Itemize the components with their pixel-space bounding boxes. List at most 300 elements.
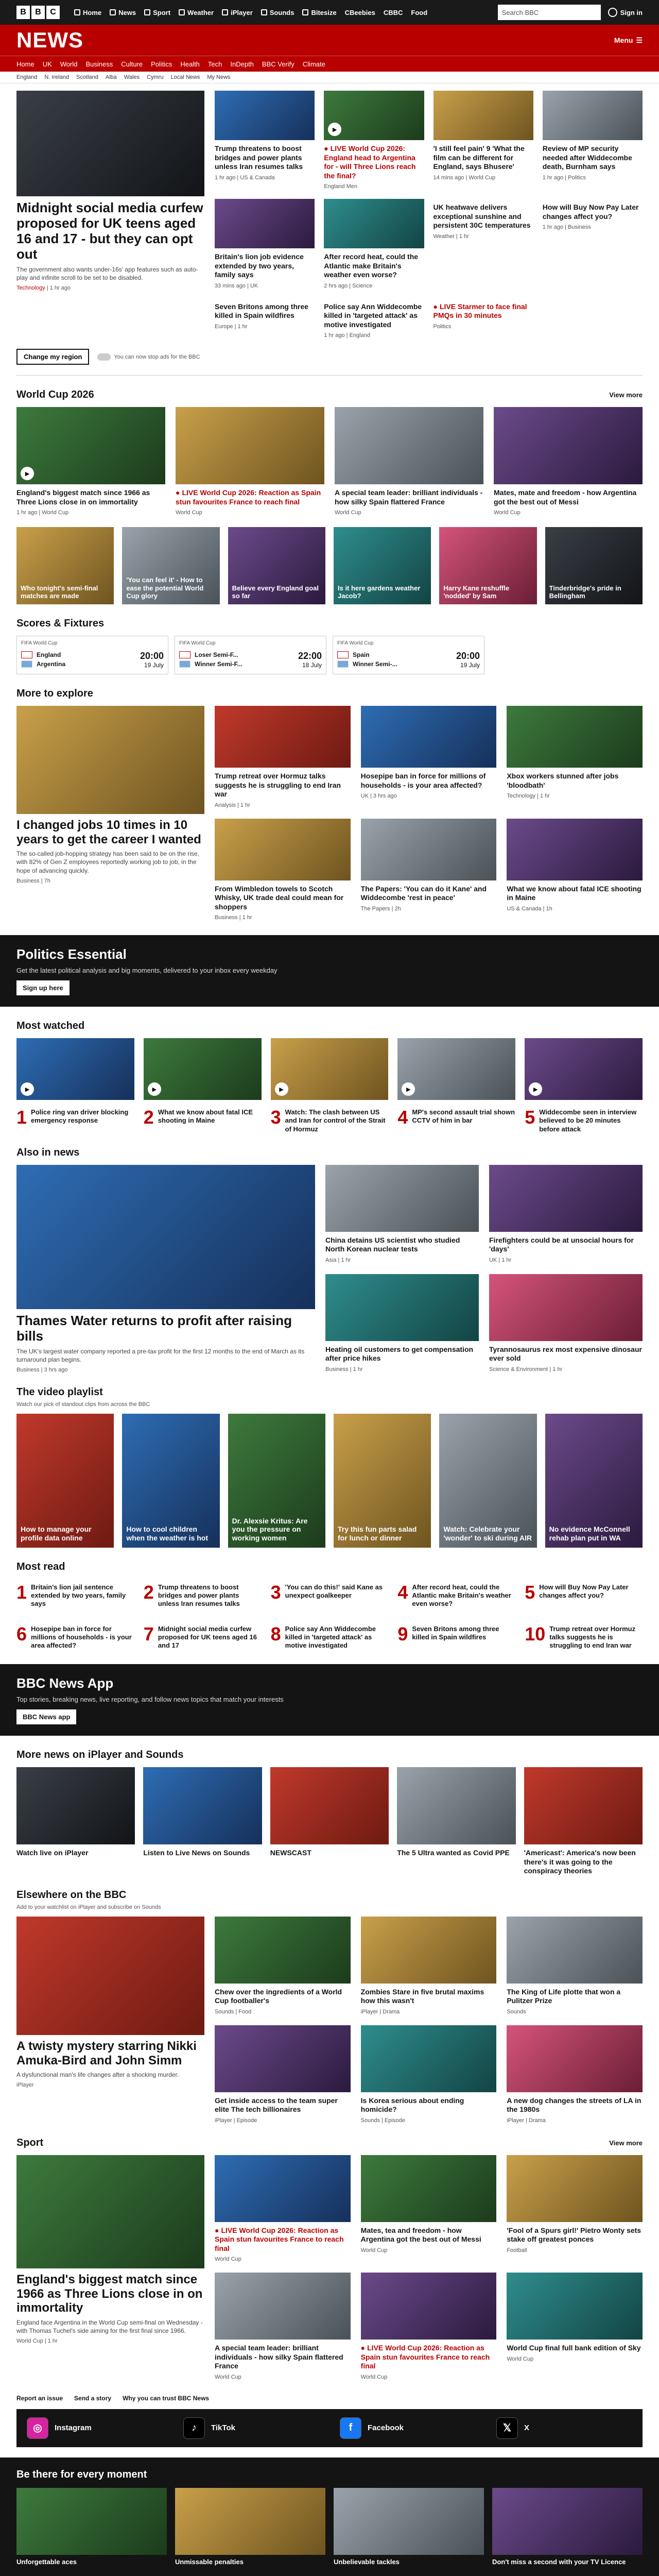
menu-item-climate[interactable]: Climate — [302, 60, 325, 68]
moment-tile[interactable] — [16, 2488, 167, 2566]
story-headline[interactable]: Tyrannosaurus rex most expensive dinosaur ever sold — [489, 1345, 642, 1363]
story-image[interactable] — [122, 527, 219, 604]
moment-image[interactable] — [175, 2488, 325, 2555]
story-caption: Tinderbridge's pride in Bellingham — [549, 584, 621, 600]
story-image[interactable] — [489, 1274, 643, 1341]
also-main-headline[interactable]: Thames Water returns to profit after raising bills — [16, 1312, 292, 1344]
moment-tile[interactable] — [492, 2488, 643, 2566]
story-image[interactable] — [361, 2155, 497, 2222]
story-meta: iPlayer | Drama — [360, 2008, 400, 2015]
story-headline[interactable]: Hosepipe ban in force for millions of households - is your area affected? — [31, 1624, 132, 1650]
story-meta: 1 hr ago | US & Canada — [215, 174, 275, 181]
menu-item-uk[interactable]: UK — [42, 60, 52, 68]
story-image[interactable] — [507, 2025, 643, 2092]
story-headline[interactable]: Trump retreat over Hormuz talks suggests he is struggling to end Iran war — [549, 1624, 636, 1650]
numbered-story[interactable] — [271, 1579, 389, 1608]
iplayer-image[interactable] — [397, 1767, 515, 1844]
world-cup-view-more[interactable]: View more — [609, 391, 643, 399]
menu-item-health[interactable]: Health — [180, 60, 200, 68]
story-image[interactable] — [507, 819, 643, 880]
story-image[interactable] — [325, 1274, 479, 1341]
kickoff-date: 18 July — [302, 661, 322, 669]
story-image[interactable] — [507, 1917, 643, 1984]
story-meta: Sounds — [507, 2008, 526, 2015]
story-card[interactable] — [489, 1274, 643, 1373]
social-link-instagram[interactable] — [16, 2409, 173, 2447]
story-image[interactable] — [176, 407, 324, 484]
story-headline[interactable]: 'Fool of a Spurs girl!' Pietro Wonty sets stake off greatest ponces — [507, 2226, 641, 2244]
iplayer-tile[interactable] — [270, 1767, 389, 1876]
story-card[interactable] — [507, 706, 643, 808]
story-card[interactable] — [361, 1917, 497, 2015]
also-main-summary: The UK's largest water company reported a pre-tax profit for the first 12 months to the end of March as its turnaround plan begins. — [16, 1347, 305, 1363]
also-main-image[interactable] — [16, 1165, 315, 1309]
numbered-story[interactable] — [144, 1579, 262, 1608]
news-logo[interactable]: NEWS — [16, 28, 83, 52]
region-item-local-news[interactable]: Local News — [170, 74, 200, 80]
story-card[interactable] — [543, 91, 643, 190]
sport-main-story[interactable] — [16, 2155, 204, 2380]
story-headline[interactable]: ● LIVE World Cup 2026: Reaction as Spain stun favourites France to reach final — [361, 2344, 497, 2371]
app-band — [0, 1664, 659, 1736]
rank-number: 2 — [143, 1107, 154, 1128]
social-link-facebook[interactable] — [330, 2409, 486, 2447]
menu-item-home[interactable]: Home — [16, 60, 34, 68]
elsewhere-main-headline[interactable]: A twisty mystery starring Nikki Amuka-Bird and John Simm — [16, 2039, 197, 2067]
story-card[interactable] — [215, 199, 315, 289]
score-card[interactable] — [175, 636, 326, 674]
iplayer-tile[interactable] — [524, 1767, 643, 1876]
video-thumbnail[interactable] — [16, 1414, 114, 1548]
explore-main-image[interactable] — [16, 706, 204, 814]
story-headline[interactable]: 'You can do this!' said Kane as unexpect goalkeeper — [285, 1583, 383, 1600]
story-card[interactable] — [215, 819, 351, 921]
story-headline[interactable]: Firefighters could be at unsocial hours for 'days' — [489, 1235, 634, 1253]
story-headline[interactable]: What we know about fatal ICE shooting in Maine — [507, 884, 641, 902]
iplayer-caption[interactable]: NEWSCAST — [270, 1849, 311, 1857]
story-card[interactable] — [361, 2273, 497, 2380]
menu-item-culture[interactable]: Culture — [121, 60, 143, 68]
story-headline[interactable]: Xbox workers stunned after jobs 'bloodbath' — [507, 772, 619, 789]
video-tile[interactable] — [16, 1414, 114, 1548]
story-headline[interactable]: ● LIVE Starmer to face final PMQs in 30 minutes — [433, 302, 533, 320]
hero-summary: The government also wants under-16s' app features such as auto-play and infinite scroll to be set to be disabled. — [16, 265, 198, 281]
video-thumbnail[interactable] — [545, 1414, 643, 1548]
video-tile[interactable] — [334, 1414, 431, 1548]
story-meta: World Cup — [215, 2374, 241, 2380]
story-meta: World Cup — [494, 510, 521, 516]
news-app-button[interactable]: BBC News app — [16, 1709, 76, 1724]
moment-image[interactable] — [492, 2488, 643, 2555]
story-headline[interactable]: The Papers: 'You can do it Kane' and Widdecombe 'rest in peace' — [360, 884, 487, 902]
region-item-cymru[interactable]: Cymru — [147, 74, 164, 80]
story-card[interactable] — [543, 199, 643, 289]
story-card[interactable] — [507, 2155, 643, 2263]
story-image[interactable] — [228, 527, 325, 604]
story-card[interactable] — [324, 199, 424, 289]
story-image[interactable] — [215, 1917, 351, 1984]
story-image[interactable] — [507, 2273, 643, 2340]
story-card[interactable] — [176, 407, 324, 516]
story-card[interactable] — [507, 819, 643, 921]
report-link[interactable]: Why you can trust BBC News — [123, 2394, 210, 2402]
iplayer-tile[interactable] — [397, 1767, 515, 1876]
toggle-icon[interactable] — [97, 353, 111, 361]
score-card[interactable] — [16, 636, 168, 674]
play-icon[interactable]: ▶ — [275, 1082, 288, 1096]
explore-main-story[interactable] — [16, 706, 204, 921]
story-headline[interactable]: ● LIVE World Cup 2026: Reaction as Spain stun favourites France to reach final — [215, 2226, 351, 2253]
story-image[interactable] — [433, 91, 533, 140]
story-image[interactable] — [215, 2025, 351, 2092]
search-input[interactable]: Search BBC — [498, 5, 601, 20]
video-caption: Try this fun parts salad for lunch or dinner — [337, 1525, 417, 1543]
sport-title[interactable]: Sport — [16, 2137, 44, 2148]
scores-title[interactable]: Scores & Fixtures — [16, 618, 105, 629]
flag-icon — [337, 660, 349, 668]
story-card[interactable] — [16, 407, 165, 516]
story-headline[interactable]: Heating oil customers to get compensation after price hikes — [325, 1345, 474, 1363]
also-main-story[interactable] — [16, 1165, 315, 1373]
story-headline[interactable]: Zombies Stare in five brutal maxims how this wasn't — [360, 1987, 484, 2005]
play-icon[interactable]: ▶ — [21, 1082, 34, 1096]
story-image[interactable] — [525, 1038, 643, 1100]
bbc-logo[interactable]: B B C — [16, 6, 60, 19]
numbered-story[interactable] — [144, 1621, 262, 1650]
story-card[interactable] — [215, 298, 315, 339]
wc-story-tile[interactable] — [439, 527, 536, 604]
story-card[interactable] — [494, 407, 643, 516]
social-link-x[interactable] — [486, 2409, 643, 2447]
menu-item-indepth[interactable]: InDepth — [230, 60, 254, 68]
story-headline[interactable]: ● LIVE World Cup 2026: Reaction as Spain stun favourites France to reach final — [176, 488, 324, 506]
story-meta: US & Canada | 1h — [507, 905, 552, 912]
story-headline[interactable]: Mates, mate and freedom - how Argentina got the best out of Messi — [494, 488, 637, 506]
numbered-story[interactable] — [144, 1038, 262, 1133]
iplayer-tile[interactable] — [16, 1767, 135, 1876]
video-thumbnail[interactable] — [334, 1414, 431, 1548]
moment-tile[interactable] — [175, 2488, 325, 2566]
story-image[interactable] — [494, 407, 643, 484]
story-image[interactable] — [361, 706, 497, 768]
story-headline[interactable]: UK heatwave delivers exceptional sunshine and persistent 30C temperatures — [433, 203, 531, 229]
sport-section — [16, 2137, 643, 2380]
hero-headline[interactable]: Midnight social media curfew proposed for UK teens aged 16 and 17 - but they can opt out — [16, 200, 203, 262]
story-image[interactable] — [334, 527, 431, 604]
top-nav-cbeebies[interactable]: CBeebies — [344, 8, 375, 16]
story-headline[interactable]: The King of Life plotte that won a Pulitzer Prize — [507, 1987, 621, 2005]
story-headline[interactable]: Is Korea serious about ending homicide? — [360, 2096, 464, 2114]
menu-item-world[interactable]: World — [60, 60, 78, 68]
iplayer-caption[interactable]: Listen to Live News on Sounds — [143, 1849, 250, 1857]
region-item-wales[interactable]: Wales — [124, 74, 140, 80]
story-headline[interactable]: Watch: The clash between US and Iran for control of the Strait of Hormuz — [285, 1108, 386, 1133]
story-card[interactable] — [325, 1165, 479, 1264]
top-nav-cbbc[interactable]: CBBC — [383, 8, 403, 16]
story-headline[interactable]: MP's second assault trial shown CCTV of him in bar — [412, 1108, 515, 1125]
story-card[interactable] — [489, 1165, 643, 1264]
politics-signup-button[interactable]: Sign up here — [16, 980, 70, 995]
story-image[interactable] — [215, 199, 315, 248]
sport-main-image[interactable] — [16, 2155, 204, 2268]
story-headline[interactable]: Britain's lion jail sentence extended by two years, family says — [31, 1583, 126, 1608]
region-item-england[interactable]: England — [16, 74, 38, 80]
wc-story-tile[interactable] — [16, 527, 114, 604]
story-headline[interactable]: How will Buy Now Pay Later changes affect you? — [542, 203, 639, 221]
story-headline[interactable]: Police ring van driver blocking emergency response — [31, 1108, 129, 1125]
home-team: Spain — [353, 651, 370, 658]
story-caption: Harry Kane reshuffle 'nodded' by Sam — [443, 584, 510, 600]
top-nav-home[interactable]: Home — [74, 9, 101, 16]
moment-tile[interactable] — [334, 2488, 484, 2566]
story-card[interactable] — [335, 407, 483, 516]
top-nav-iplayer[interactable]: iPlayer — [222, 9, 253, 16]
sport-view-more[interactable]: View more — [609, 2139, 643, 2147]
story-image[interactable] — [545, 527, 643, 604]
story-headline[interactable]: Hosepipe ban in force for millions of households - is your area affected? — [360, 772, 486, 789]
story-image[interactable] — [215, 819, 351, 880]
play-icon[interactable]: ▶ — [21, 467, 34, 480]
sport-main-headline[interactable]: England's biggest match since 1966 as Three Lions close in on immortality — [16, 2272, 203, 2315]
wc-story-tile[interactable] — [228, 527, 325, 604]
wc-story-tile[interactable] — [545, 527, 643, 604]
top-nav-sounds[interactable]: Sounds — [261, 9, 294, 16]
region-item-n-ireland[interactable]: N. Ireland — [44, 74, 70, 80]
story-image[interactable] — [144, 1038, 262, 1100]
story-card[interactable] — [507, 2273, 643, 2380]
story-headline[interactable]: A special team leader: brilliant individuals - how silky Spain flattered France — [335, 488, 483, 506]
video-thumbnail[interactable] — [228, 1414, 325, 1548]
story-image[interactable] — [16, 1038, 134, 1100]
hero-image[interactable] — [16, 91, 204, 196]
explore-title: More to explore — [16, 688, 93, 699]
ads-hint: You can now stop ads for the BBC — [97, 353, 200, 361]
story-headline[interactable]: Chew over the ingredients of a World Cup footballer's — [215, 1987, 342, 2005]
story-image[interactable] — [16, 527, 114, 604]
story-image[interactable] — [324, 199, 424, 248]
story-image[interactable] — [324, 91, 424, 140]
wc-story-tile[interactable] — [334, 527, 431, 604]
iplayer-image[interactable] — [524, 1767, 643, 1844]
score-card[interactable] — [333, 636, 484, 674]
flag-icon — [21, 651, 32, 658]
video-thumbnail[interactable] — [439, 1414, 536, 1548]
numbered-story[interactable] — [16, 1038, 134, 1133]
story-card[interactable] — [215, 2025, 351, 2124]
elsewhere-main-story[interactable] — [16, 1917, 204, 2124]
world-cup-title[interactable]: World Cup 2026 — [16, 389, 94, 400]
report-bar — [16, 2395, 643, 2402]
wc-story-tile[interactable] — [122, 527, 219, 604]
story-card[interactable] — [324, 298, 424, 339]
story-headline[interactable]: Police say Ann Widdecombe killed in 'targeted attack' as motive investigated — [324, 302, 422, 329]
story-card[interactable] — [507, 2025, 643, 2124]
story-headline[interactable]: China detains US scientist who studied North Korean nuclear tests — [325, 1235, 460, 1253]
play-icon[interactable]: ▶ — [402, 1082, 415, 1096]
story-caption: Who tonight's semi-final matches are made — [21, 584, 98, 600]
story-image[interactable] — [215, 2155, 351, 2222]
story-headline[interactable]: From Wimbledon towels to Scotch Whisky, UK trade deal could mean for shoppers — [215, 884, 344, 911]
most-watched-section — [16, 1020, 643, 1133]
change-region-button[interactable]: Change my region — [16, 349, 89, 365]
story-headline[interactable]: Trump threatens to boost bridges and power plants unless Iran resumes talks — [215, 144, 303, 171]
story-headline[interactable]: What we know about fatal ICE shooting in Maine — [158, 1108, 253, 1125]
numbered-story[interactable] — [271, 1621, 389, 1650]
story-card[interactable] — [361, 2155, 497, 2263]
story-headline[interactable]: Midnight social media curfew proposed for UK teens aged 16 and 17 — [158, 1624, 257, 1650]
story-headline[interactable]: Seven Britons among three killed in Spain wildfires — [215, 302, 309, 319]
top-nav-news[interactable]: News — [110, 9, 136, 16]
story-image[interactable] — [439, 527, 536, 604]
elsewhere-main-image[interactable] — [16, 1917, 204, 2035]
story-image[interactable] — [215, 91, 315, 140]
story-card[interactable] — [361, 819, 497, 921]
story-image[interactable] — [361, 1917, 497, 1984]
iplayer-image[interactable] — [16, 1767, 135, 1844]
moment-image[interactable] — [16, 2488, 167, 2555]
story-image[interactable] — [271, 1038, 389, 1100]
story-image[interactable] — [361, 819, 497, 880]
story-headline[interactable]: How will Buy Now Pay Later changes affect you? — [539, 1583, 629, 1600]
story-image[interactable] — [361, 2273, 497, 2340]
story-image[interactable] — [335, 407, 483, 484]
story-headline[interactable]: England's biggest match since 1966 as Three Lions close in on immortality — [16, 488, 150, 506]
story-image[interactable] — [507, 2155, 643, 2222]
story-headline[interactable]: Police say Ann Widdecombe killed in 'targeted attack' as motive investigated — [285, 1624, 376, 1650]
top-nav — [74, 9, 427, 16]
story-meta: Weather | 1 hr — [433, 233, 469, 240]
story-card[interactable] — [361, 706, 497, 808]
story-headline[interactable]: World Cup final full bank edition of Sky — [507, 2344, 641, 2352]
story-card[interactable] — [324, 91, 424, 190]
most-read-section — [16, 1561, 643, 1650]
story-card[interactable] — [325, 1274, 479, 1373]
top-nav-weather[interactable]: Weather — [179, 9, 214, 16]
story-card[interactable] — [215, 2273, 351, 2380]
story-headline[interactable]: Trump retreat over Hormuz talks suggests he is struggling to end Iran war — [215, 772, 341, 798]
story-headline[interactable]: A special team leader: brilliant individuals - how silky Spain flattered France — [215, 2344, 343, 2370]
top-nav-bitesize[interactable]: Bitesize — [302, 9, 336, 16]
sport-main-meta: World Cup | 1 hr — [16, 2338, 58, 2345]
sign-in-button[interactable]: Sign in — [608, 8, 643, 17]
story-card[interactable] — [433, 91, 533, 190]
menu-button[interactable]: Menu ☰ — [614, 36, 643, 44]
report-link[interactable]: Report an issue — [16, 2394, 63, 2402]
numbered-story[interactable] — [397, 1621, 515, 1650]
story-image[interactable] — [215, 2273, 351, 2340]
menu-item-business[interactable]: Business — [85, 60, 113, 68]
numbered-story[interactable] — [271, 1038, 389, 1133]
video-tile[interactable] — [439, 1414, 536, 1548]
flag-icon — [21, 660, 32, 668]
story-image[interactable] — [397, 1038, 515, 1100]
scores-section — [16, 618, 643, 674]
story-headline[interactable]: Trump threatens to boost bridges and power plants unless Iran resumes talks — [158, 1583, 240, 1608]
video-tile[interactable] — [228, 1414, 325, 1548]
story-headline[interactable]: Mates, tea and freedom - how Argentina got the best out of Messi — [360, 2226, 481, 2244]
moment-caption: Unmissable penalties — [175, 2557, 244, 2566]
story-image[interactable] — [507, 706, 643, 768]
menu-item-tech[interactable]: Tech — [207, 60, 222, 68]
rank-number: 7 — [143, 1623, 154, 1645]
social-link-tiktok[interactable] — [173, 2409, 330, 2447]
play-icon[interactable]: ▶ — [328, 123, 341, 136]
story-card[interactable] — [215, 1917, 351, 2015]
story-headline[interactable]: Widdecombe seen in interview believed to be 20 minutes before attack — [539, 1108, 637, 1133]
news-masthead — [0, 25, 659, 56]
numbered-story[interactable] — [397, 1579, 515, 1608]
iplayer-caption[interactable]: 'Americast': America's now been there's it was going to the conspiracy theories — [524, 1849, 636, 1875]
iplayer-image[interactable] — [143, 1767, 262, 1844]
menu-item-bbc-verify[interactable]: BBC Verify — [262, 60, 294, 68]
region-item-scotland[interactable]: Scotland — [76, 74, 98, 80]
report-link[interactable]: Send a story — [74, 2394, 112, 2402]
region-item-alba[interactable]: Alba — [105, 74, 117, 80]
story-headline[interactable]: After record heat, could the Atlantic make Britain's weather even worse? — [412, 1583, 511, 1608]
iplayer-image[interactable] — [270, 1767, 389, 1844]
kickoff-time: 20:00 — [456, 650, 480, 661]
top-nav-sport[interactable]: Sport — [144, 9, 170, 16]
numbered-story[interactable] — [525, 1621, 643, 1650]
story-card[interactable] — [215, 706, 351, 808]
story-image[interactable] — [543, 91, 643, 140]
story-card[interactable] — [433, 298, 533, 339]
story-meta: World Cup — [360, 2374, 388, 2380]
iplayer-tile[interactable] — [143, 1767, 262, 1876]
story-image[interactable] — [489, 1165, 643, 1232]
play-icon[interactable]: ▶ — [529, 1082, 542, 1096]
home-icon — [74, 9, 80, 15]
story-card[interactable] — [433, 199, 533, 289]
hamburger-icon: ☰ — [636, 36, 643, 44]
numbered-story[interactable] — [16, 1579, 134, 1608]
story-headline[interactable]: Britain's lion job evidence extended by two years, family says — [215, 252, 304, 279]
story-headline[interactable]: A new dog changes the streets of LA in the 1980s — [507, 2096, 641, 2114]
top-nav-food[interactable]: Food — [411, 8, 428, 16]
story-headline[interactable]: ● LIVE World Cup 2026: England head to Argentina for - will Three Lions reach the final? — [324, 144, 424, 180]
story-headline[interactable]: After record heat, could the Atlantic make Britain's weather even worse? — [324, 252, 419, 279]
story-card[interactable] — [361, 2025, 497, 2124]
iplayer-caption[interactable]: Watch live on iPlayer — [16, 1849, 89, 1857]
rank-number: 9 — [397, 1623, 408, 1645]
menu-item-politics[interactable]: Politics — [151, 60, 172, 68]
story-card[interactable] — [507, 1917, 643, 2015]
story-image[interactable] — [325, 1165, 479, 1232]
story-image[interactable] — [16, 407, 165, 484]
story-headline[interactable]: 'I still feel pain' 9 'What the film can be different for England, says Bhusere' — [433, 144, 525, 171]
story-card[interactable] — [215, 2155, 351, 2263]
numbered-story[interactable] — [397, 1038, 515, 1133]
story-headline[interactable]: Review of MP security needed after Widdecombe death, Burnham says — [542, 144, 632, 171]
video-tile[interactable] — [122, 1414, 219, 1548]
explore-main-headline[interactable]: I changed jobs 10 times in 10 years to get the career I wanted — [16, 818, 201, 846]
story-headline[interactable]: Get inside access to the team super elite The tech billionaires — [215, 2096, 338, 2114]
play-icon[interactable]: ▶ — [148, 1082, 161, 1096]
story-image[interactable] — [361, 2025, 497, 2092]
story-card[interactable] — [215, 91, 315, 190]
numbered-story[interactable] — [525, 1038, 643, 1133]
video-thumbnail[interactable] — [122, 1414, 219, 1548]
numbered-story[interactable] — [525, 1579, 643, 1608]
video-tile[interactable] — [545, 1414, 643, 1548]
hero-story[interactable] — [16, 91, 204, 338]
region-item-my-news[interactable]: My News — [207, 74, 231, 80]
story-headline[interactable]: Seven Britons among three killed in Spain wildfires — [412, 1624, 499, 1641]
story-image[interactable] — [215, 706, 351, 768]
moment-image[interactable] — [334, 2488, 484, 2555]
iplayer-caption[interactable]: The 5 Ultra wanted as Covid PPE — [397, 1849, 510, 1857]
numbered-story[interactable] — [16, 1621, 134, 1650]
